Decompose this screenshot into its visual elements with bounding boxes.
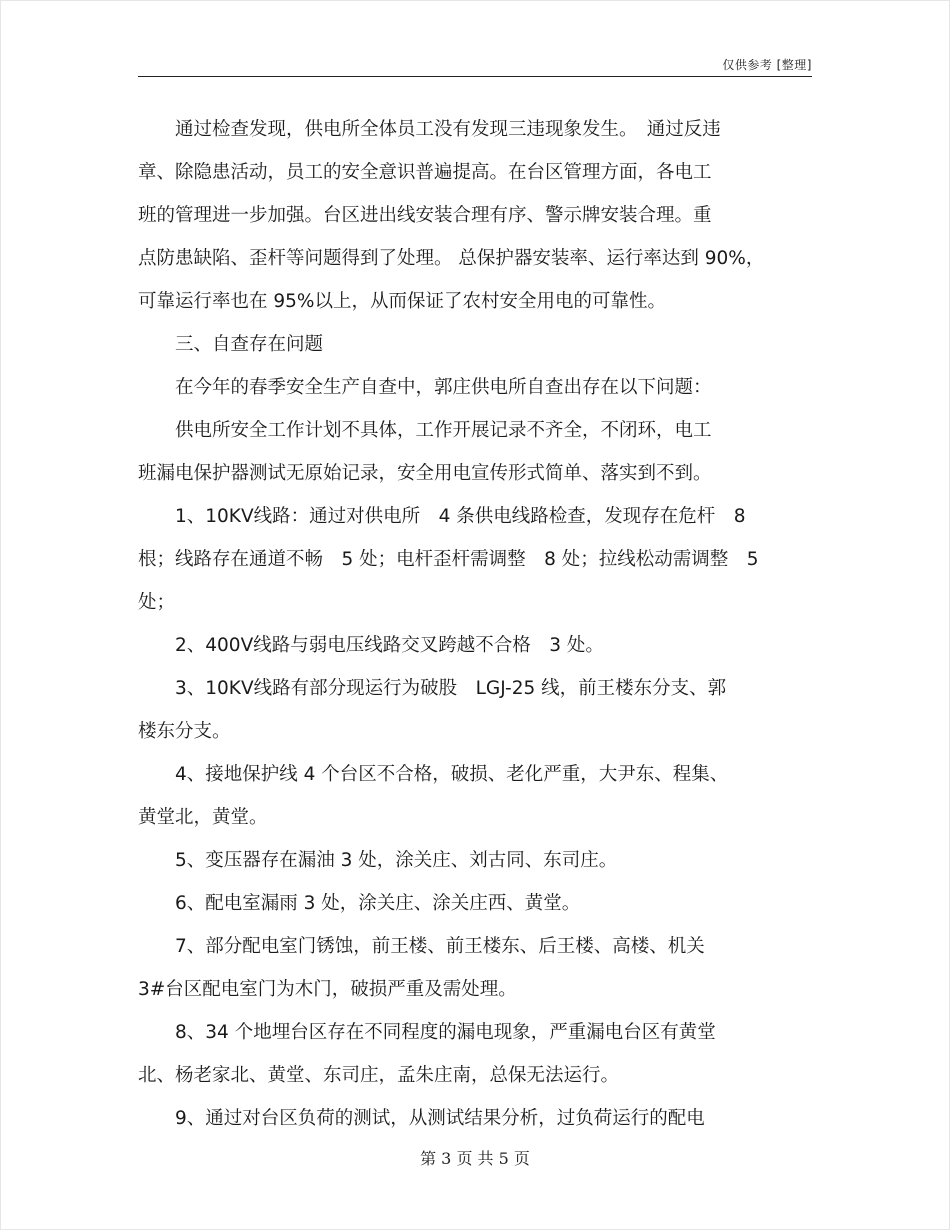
text-line: 班漏电保护器测试无原始记录，安全用电宣传形式简单、落实到不到。 <box>138 463 712 484</box>
text-line: 可靠运行率也在 95%以上，从而保证了农村安全用电的可靠性。 <box>138 291 667 312</box>
list-item-line: 7、部分配电室门锈蚀，前王楼、前王楼东、后王楼、高楼、机关 <box>138 936 705 957</box>
list-item-line: 4、接地保护线 4 个台区不合格，破损、老化严重，大尹东、程集、 <box>138 764 729 785</box>
list-item-line: 6、配电室漏雨 3 处，涂关庄、涂关庄西、黄堂。 <box>138 893 581 914</box>
text-line: 点防患缺陷、歪杆等问题得到了处理。 总保护器安装率、运行率达到 90%， <box>138 248 765 269</box>
list-item-line: 3#台区配电室门为木门，破损严重及需处理。 <box>138 979 517 1000</box>
list-item-line: 1、10KV线路：通过对供电所 4 条供电线路检查，发现存在危杆 8 <box>138 506 746 527</box>
list-item-line: 处； <box>138 592 176 613</box>
list-item-line: 9、通过对台区负荷的测试，从测试结果分析，过负荷运行的配电 <box>138 1108 705 1129</box>
section-heading: 三、自查存在问题 <box>138 334 324 355</box>
text-line: 通过检查发现，供电所全体员工没有发现三违现象发生。 通过反违 <box>138 119 721 140</box>
page-header <box>138 50 812 77</box>
list-item-line: 2、400V线路与弱电压线路交叉跨越不合格 3 处。 <box>138 635 604 656</box>
body-text <box>138 108 818 1140</box>
page-footer: 第 3 页 共 5 页 <box>420 1149 530 1168</box>
text-line: 供电所安全工作计划不具体，工作开展记录不齐全，不闭环，电工 <box>138 420 712 441</box>
list-item-line: 楼东分支。 <box>138 721 231 742</box>
text-line: 章、除隐患活动，员工的安全意识普遍提高。在台区管理方面，各电工 <box>138 162 712 183</box>
list-item-line: 根；线路存在通道不畅 5 处；电杆歪杆需调整 8 处；拉线松动需调整 5 <box>138 549 759 570</box>
text-line: 在今年的春季安全生产自查中，郭庄供电所自查出存在以下问题： <box>138 377 712 398</box>
list-item-line: 3、10KV线路有部分现运行为破股 LGJ-25 线，前王楼东分支、郭 <box>138 678 727 699</box>
list-item-line: 黄堂北，黄堂。 <box>138 807 268 828</box>
list-item-line: 北、杨老家北、黄堂、东司庄，孟朱庄南，总保无法运行。 <box>138 1065 620 1086</box>
text-line: 班的管理进一步加强。台区进出线安装合理有序、警示牌安装合理。重 <box>138 205 712 226</box>
list-item-line: 8、34 个地埋台区存在不同程度的漏电现象，严重漏电台区有黄堂 <box>138 1022 716 1043</box>
list-item-line: 5、变压器存在漏油 3 处，涂关庄、刘古同、东司庄。 <box>138 850 618 871</box>
header-label: 仅供参考 [整理] <box>722 58 812 72</box>
